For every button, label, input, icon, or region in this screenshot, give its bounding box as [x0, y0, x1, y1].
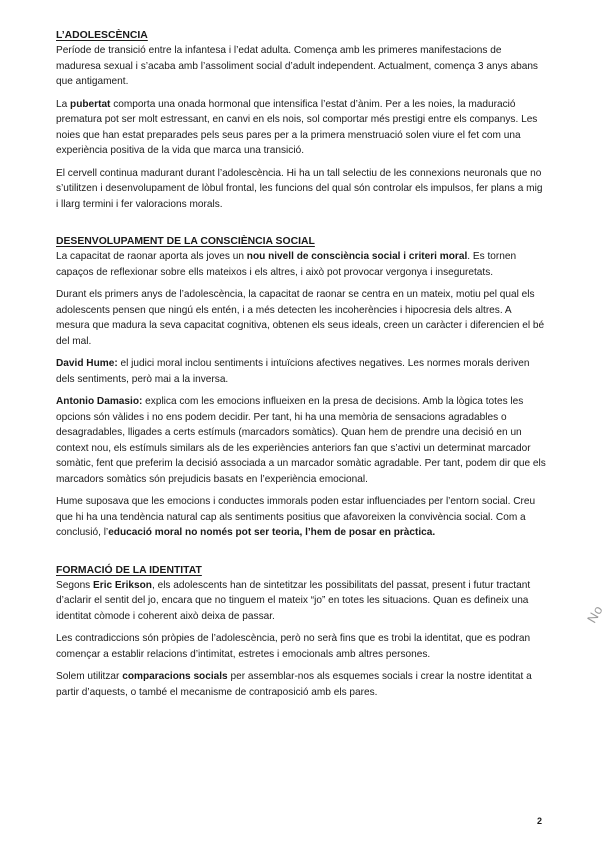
text-run: Solem utilitzar	[56, 671, 123, 682]
paragraph	[56, 494, 546, 541]
text-run: La capacitat de raonar aporta als joves un	[56, 251, 247, 262]
text-run: el judici moral inclou sentiments i intuïcions afectives negatives. Les normes morals deriven dels sentiments, però mai a la inversa.	[56, 358, 530, 385]
paragraph	[56, 631, 546, 662]
bold-term: nou nivell de consciència social i criteri moral	[246, 251, 468, 262]
text-run: , els adolescents han de sintetitzar les possibilitats del passat, present i futur tractant d’aclarir el sentit del jo, encara que no tinguem el mateix “jo” en totes les situacions. Quan es defineix una identitat còmode i coherent això deixa de passar.	[56, 579, 531, 622]
page-number: 2	[537, 816, 543, 826]
bold-term: pubertat	[70, 98, 111, 110]
paragraph	[56, 356, 546, 387]
bold-term: David Hume:	[56, 358, 118, 369]
text-run: . Es tornen capaços de reflexionar sobre ells mateixos i els altres, i això pot provocar vergonya i inseguretats.	[56, 251, 517, 278]
paragraph	[56, 394, 546, 487]
text-run: Període de transició entre la infantesa i l’edat adulta. Comença amb les primeres manifestacions de maduresa sexual i s’acaba amb l’assoliment social d’adult independent. Actualment, comença 3 anys abans que antigament.	[56, 45, 538, 87]
text-run: Segons	[56, 579, 94, 591]
bold-term: comparacions socials	[122, 671, 228, 682]
section-consciencia-social	[56, 235, 546, 541]
paragraph	[56, 669, 546, 700]
paragraph	[56, 578, 546, 625]
text-run: per assemblar-nos als esquemes socials i crear la nostre identitat a partir d’aquests, o també el mecanisme de contraposició amb els pares.	[56, 671, 532, 698]
text-run: comporta una onada hormonal que intensifica l’estat d’ànim. Per a les noies, la maduració prematura pot ser molt estressant, en canvi en els nois, sol comportar més prestigi entre els companys. Les noies que han estat preparades pels seus pares per a la primera menstruació solen viure el fet com una experiència positiva de la vida que marca una transició.	[56, 98, 538, 156]
paragraph	[56, 249, 546, 280]
section-adolescencia	[56, 29, 546, 212]
document-body	[56, 29, 546, 707]
section-title: DESENVOLUPAMENT DE LA CONSCIÈNCIA SOCIAL	[56, 236, 315, 247]
section-identitat	[56, 564, 546, 701]
text-run: Durant els primers anys de l’adolescència, la capacitat de raonar se centra en un mateix, motiu pel qual els adolescents pensen que ningú els entén, i a més detecten les incoherències i hipocresia dels altres. A mesura que madura la seva capacitat cognitiva, obtenen els seus ideals, creen un caràcter i diferencien el bé del mal.	[56, 289, 545, 347]
bold-term: Antonio Damasio:	[56, 396, 143, 407]
text-run: El cervell continua madurant durant l’adolescència. Hi ha un tall selectiu de les connexions neuronals que no s’utilitzen i desenvolupament de lòbul frontal, les funcions del qual són controlar els impulsos, fer plans a mig i llarg termini i fer valoracions morals.	[56, 167, 543, 210]
section-title: FORMACIÓ DE LA IDENTITAT	[56, 564, 202, 576]
paragraph	[56, 43, 546, 90]
text-run: La	[56, 98, 71, 110]
bold-term: educació moral no només pot ser teoria, l’hem de posar en pràctica.	[108, 527, 436, 538]
text-run: Hume suposava que les emocions i conductes immorals poden estar influenciades per l’entorn social. Creu que hi ha una tendència natural cap als sentiments positius que afavoreixen la convivència social. Com a conclusió, l’	[56, 496, 536, 538]
watermark-text: No	[584, 602, 606, 626]
text-run: Les contradiccions són pròpies de l’adolescència, però no serà fins que es trobi la identitat, que es podran començar a establir relacions d’intimitat, estretes i emocionals amb altres persones.	[56, 633, 531, 660]
paragraph	[56, 287, 546, 349]
section-title: L’ADOLESCÈNCIA	[56, 30, 148, 41]
text-run: explica com les emocions influeixen en la presa de decisions. Amb la lògica totes les opcions són vàlides i no ens podem decidir. Per tant, hi ha una memòria de sensacions agradables o desagradables, lligades a certs estímuls (marcadors somàtics). Quan hem de prendre una decisió en un context nou, els estímuls similars als de les experiències anteriors fan que s’activi un determinat marcador somàtic, fent que preferim la decisió associada a un marcador somàtic agradable. Per tant, podem dir que els marcadors somàtics són prejudicis basats en l’experiència emocional.	[56, 396, 546, 485]
paragraph	[56, 166, 546, 213]
paragraph	[56, 97, 546, 159]
bold-term: Eric Erikson	[93, 579, 152, 591]
